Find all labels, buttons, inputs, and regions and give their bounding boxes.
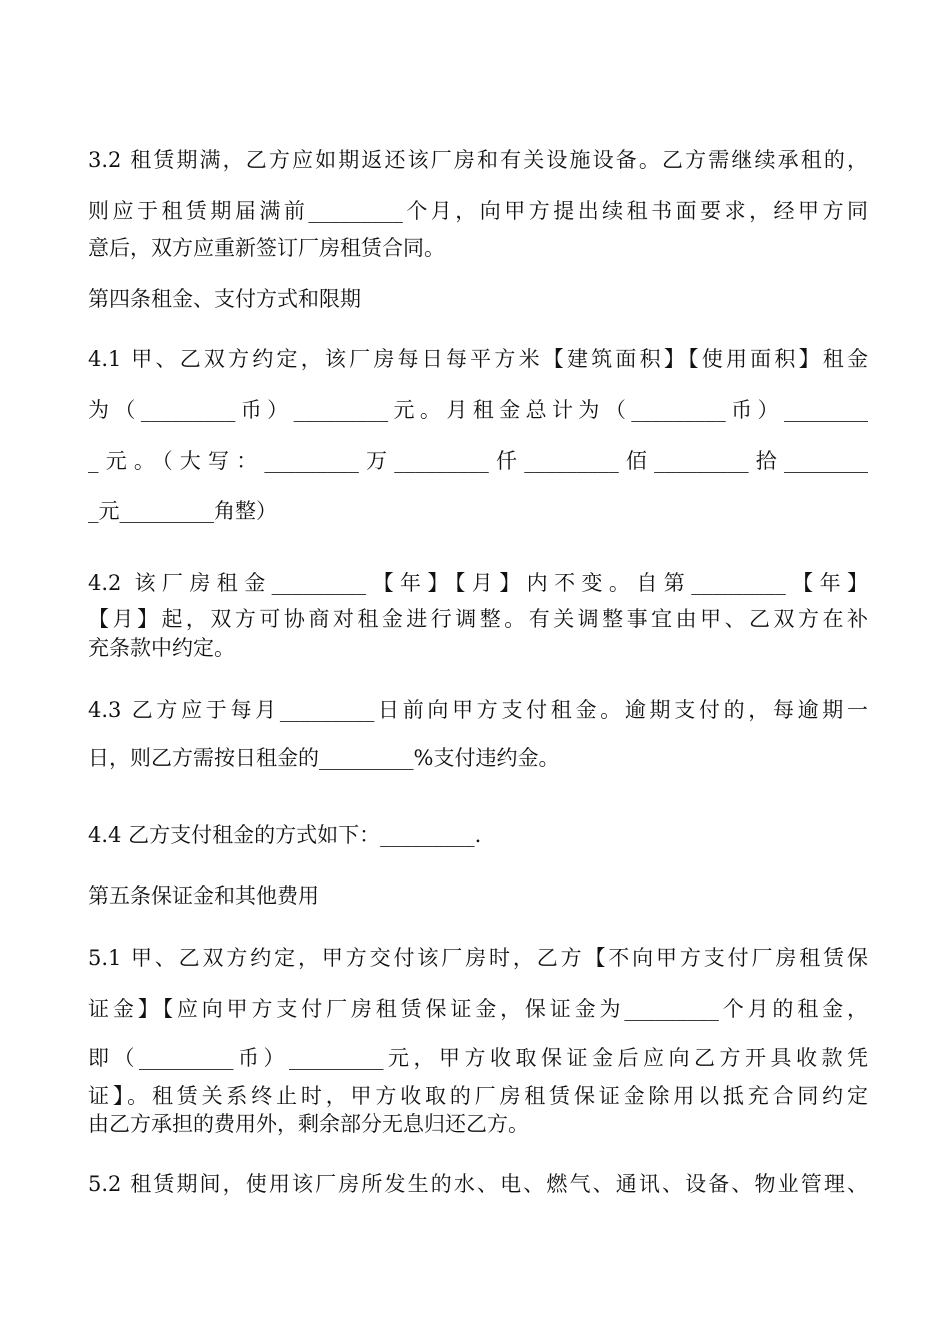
article-4-heading: 第四条租金、支付方式和限期 — [88, 287, 361, 311]
clause-3-2-line-2: 则应于租赁期届满前_________个月，向甲方提出续租书面要求，经甲方同 — [88, 199, 868, 223]
clause-3-2-line-1: 3.2 租赁期满，乙方应如期返还该厂房和有关设施设备。乙方需继续承租的， — [88, 148, 868, 172]
clause-4-3-line-1: 4.3 乙方应于每月_________日前向甲方支付租金。逾期支付的，每逾期一 — [88, 698, 868, 722]
article-5-heading: 第五条保证金和其他费用 — [88, 884, 319, 908]
clause-4-3-line-2: 日，则乙方需按日租金的_________%支付违约金。 — [88, 746, 560, 770]
clause-4-2-line-3: 充条款中约定。 — [88, 636, 235, 660]
clause-4-2-line-1: 4.2 该厂房租金_________【年】【月】内不变。自第_________【年】 — [88, 571, 868, 595]
clause-4-1-line-2: 为（_________币）_________元。月租金总计为（_________币）________ — [88, 398, 868, 422]
clause-4-1-line-4: _元_________角整） — [88, 499, 277, 523]
clause-4-4: 4.4 乙方支付租金的方式如下：_________. — [88, 823, 482, 847]
clause-5-1-line-4: 证】。租赁关系终止时，甲方收取的厂房租赁保证金除用以抵充合同约定 — [88, 1084, 868, 1108]
clause-4-1-line-1: 4.1 甲、乙双方约定，该厂房每日每平方米【建筑面积】【使用面积】租金 — [88, 347, 868, 371]
clause-5-1-line-5: 由乙方承担的费用外，剩余部分无息归还乙方。 — [88, 1112, 529, 1136]
clause-4-2-line-2: 【月】起，双方可协商对租金进行调整。有关调整事宜由甲、乙双方在补 — [88, 607, 868, 631]
clause-3-2-line-3: 意后，双方应重新签订厂房租赁合同。 — [88, 236, 445, 260]
clause-5-1-line-3: 即（_________币）_________元，甲方收取保证金后应向乙方开具收款凭 — [88, 1046, 868, 1070]
clause-4-1-line-3: _元。（大写：_________万_________仟_________佰_________拾________ — [88, 449, 868, 473]
clause-5-1-line-1: 5.1 甲、乙双方约定，甲方交付该厂房时，乙方【不向甲方支付厂房租赁保 — [88, 946, 868, 970]
clause-5-1-line-2: 证金】【应向甲方支付厂房租赁保证金，保证金为_________个月的租金， — [88, 997, 868, 1021]
clause-5-2-line-1: 5.2 租赁期间，使用该厂房所发生的水、电、燃气、通讯、设备、物业管理、 — [88, 1172, 868, 1196]
